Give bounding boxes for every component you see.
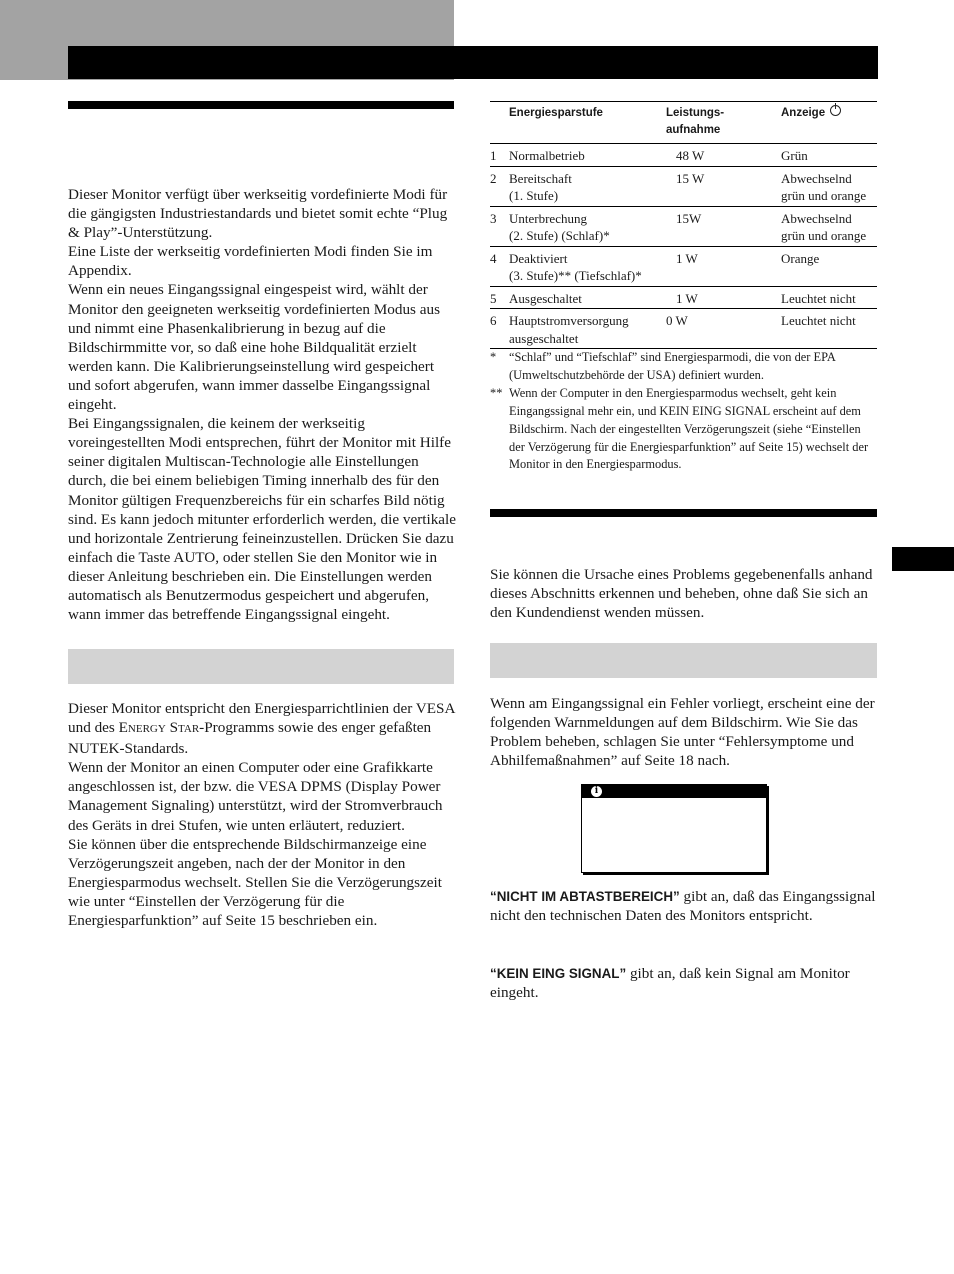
energy-saving-text <box>68 699 460 930</box>
paragraph: Wenn ein neues Eingangssignal eingespeist wird, wählt der Monitor den geeigneten werkseitig vordefinierten Modus aus und nimmt eine Phasenkalibrierung in bezug auf die Bildschirmmitte vor, so daß eine hohe Bildqualität erzielt werden kann. Die Kalibrierungseinstellung wird gespeichert und sofort abgerufen, wann immer dasselbe Eingangssignal eingeht. <box>68 281 440 414</box>
preset-modes-text <box>68 185 460 624</box>
msg-not-in-range-desc <box>490 887 880 925</box>
table-footnotes <box>490 349 877 474</box>
troubleshooting-intro <box>490 565 880 622</box>
table-row: 1 Normalbetrieb 48 W Grün <box>490 144 877 167</box>
message-window-titlebar <box>582 785 766 798</box>
paragraph: Dieser Monitor entspricht den Energiesparrichtlinien der VESA und des ENERGY STAR-Programms sowie des enger gefaßten NUTEK-Standards. <box>68 700 455 758</box>
paragraph: Sie können die Ursache eines Problems gegebenenfalls anhand dieses Abschnitts erkennen und beheben, ohne daß Sie sich an den Kundendienst wenden müssen. <box>490 566 873 622</box>
energy-table-wrapper <box>490 101 877 349</box>
warning-intro <box>490 694 880 770</box>
header-black-band <box>68 46 878 79</box>
energy-table <box>490 102 877 349</box>
footnote: ** Wenn der Computer in den Energiesparmodus wechselt, geht kein Eingangssignal mehr ein, und KEIN EING SIGNAL erscheint auf dem Bildschirm. Nach der eingestellten Verzögerungszeit (siehe “Einstellen der Verzögerung für die Energiesparfunktion” auf Seite 15) wechselt der Monitor in den Energiesparmodus. <box>490 386 869 472</box>
paragraph: Wenn am Eingangssignal ein Fehler vorliegt, erscheint eine der folgenden Warnmeldungen auf dem Bildschirm. Wie Sie das Problem beheben, schlagen Sie unter “Fehlersymptome und Abhilfemaßnahmen” auf Seite 18 nach. <box>490 695 875 770</box>
power-icon <box>830 105 841 116</box>
warning-message-window <box>581 784 767 873</box>
table-row: 4 Deaktiviert (3. Stufe)** (Tiefschlaf)* 1 W Orange <box>490 246 877 286</box>
table-row: 2 Bereitschaft (1. Stufe) 15 W Abwechselnd grün und orange <box>490 166 877 206</box>
subsection-bar-energy <box>68 649 454 684</box>
table-header-row <box>490 102 877 144</box>
table-row: 6 Hauptstromversorgung ausgeschaltet 0 W Leuchtet nicht <box>490 309 877 349</box>
paragraph: Eine Liste der werkseitig vordefinierten Modi finden Sie im Appendix. <box>68 243 433 280</box>
paragraph: “KEIN EING SIGNAL” gibt an, daß kein Signal am Monitor eingeht. <box>490 965 850 1002</box>
paragraph: Sie können über die entsprechende Bildschirmanzeige eine Verzögerungszeit angeben, nach der der Monitor in den Energiesparmodus wechselt. Stellen Sie die Verzögerungszeit wie unter “Einstellen der Verzögerung für die Energiesparfunktion” auf Seite 15 beschrieben ein. <box>68 835 442 930</box>
chapter-side-tab <box>892 547 954 571</box>
col-header-stage: Energiesparstufe <box>509 107 603 119</box>
col-header-power: Leistungs- aufnahme <box>666 107 725 136</box>
paragraph: “NICHT IM ABTASTBEREICH” gibt an, daß das Eingangssignal nicht den technischen Daten des Monitors entspricht. <box>490 888 876 925</box>
paragraph: Bei Eingangssignalen, die keinem der werkseitig voreingestellten Modi entsprechen, führt der Monitor mit Hilfe seiner digitalen Multiscan-Technologie alle Einstellungen durch, die bei einem beliebigen Timing innerhalb des für den Monitor gültigen Frequenzbereichs für ein scharfes Bild nötig sind. Es kann jedoch mitunter erforderlich werden, die vertikale und horizontale Zentrierung feineinzustellen. Drücken Sie dazu einfach die Taste AUTO, oder stellen Sie den Monitor wie in dieser Anleitung beschrieben ein. Die Einstellungen werden automatisch als Benutzermodus gespeichert und abgerufen, wann immer das betreffende Eingangssignal eingeht. <box>68 415 456 624</box>
section-rule-left <box>68 101 454 109</box>
msg-no-signal-desc <box>490 964 880 1002</box>
table-row: 5 Ausgeschaltet 1 W Leuchtet nicht <box>490 286 877 309</box>
info-icon: i <box>591 786 602 797</box>
paragraph: Wenn der Monitor an einen Computer oder eine Grafikkarte angeschlossen ist, der bzw. die VESA DPMS (Display Power Management Signaling) unterstützt, wird der Stromverbrauch des Geräts in drei Stufen, wie unten erläutert, reduziert. <box>68 759 443 834</box>
col-header-indicator: Anzeige <box>781 102 877 144</box>
subsection-bar-warnings <box>490 643 877 678</box>
section-rule-right <box>490 509 877 517</box>
paragraph: Dieser Monitor verfügt über werkseitig vordefinierte Modi für die gängigsten Industriestandards und bietet somit echte “Plug & Play”-Unterstützung. <box>68 186 448 242</box>
footnote: * “Schlaf” und “Tiefschlaf” sind Energiesparmodi, die von der EPA (Umweltschutzbehörde der USA) definiert wurden. <box>490 350 836 382</box>
table-row: 3 Unterbrechung (2. Stufe) (Schlaf)* 15W Abwechselnd grün und orange <box>490 206 877 246</box>
